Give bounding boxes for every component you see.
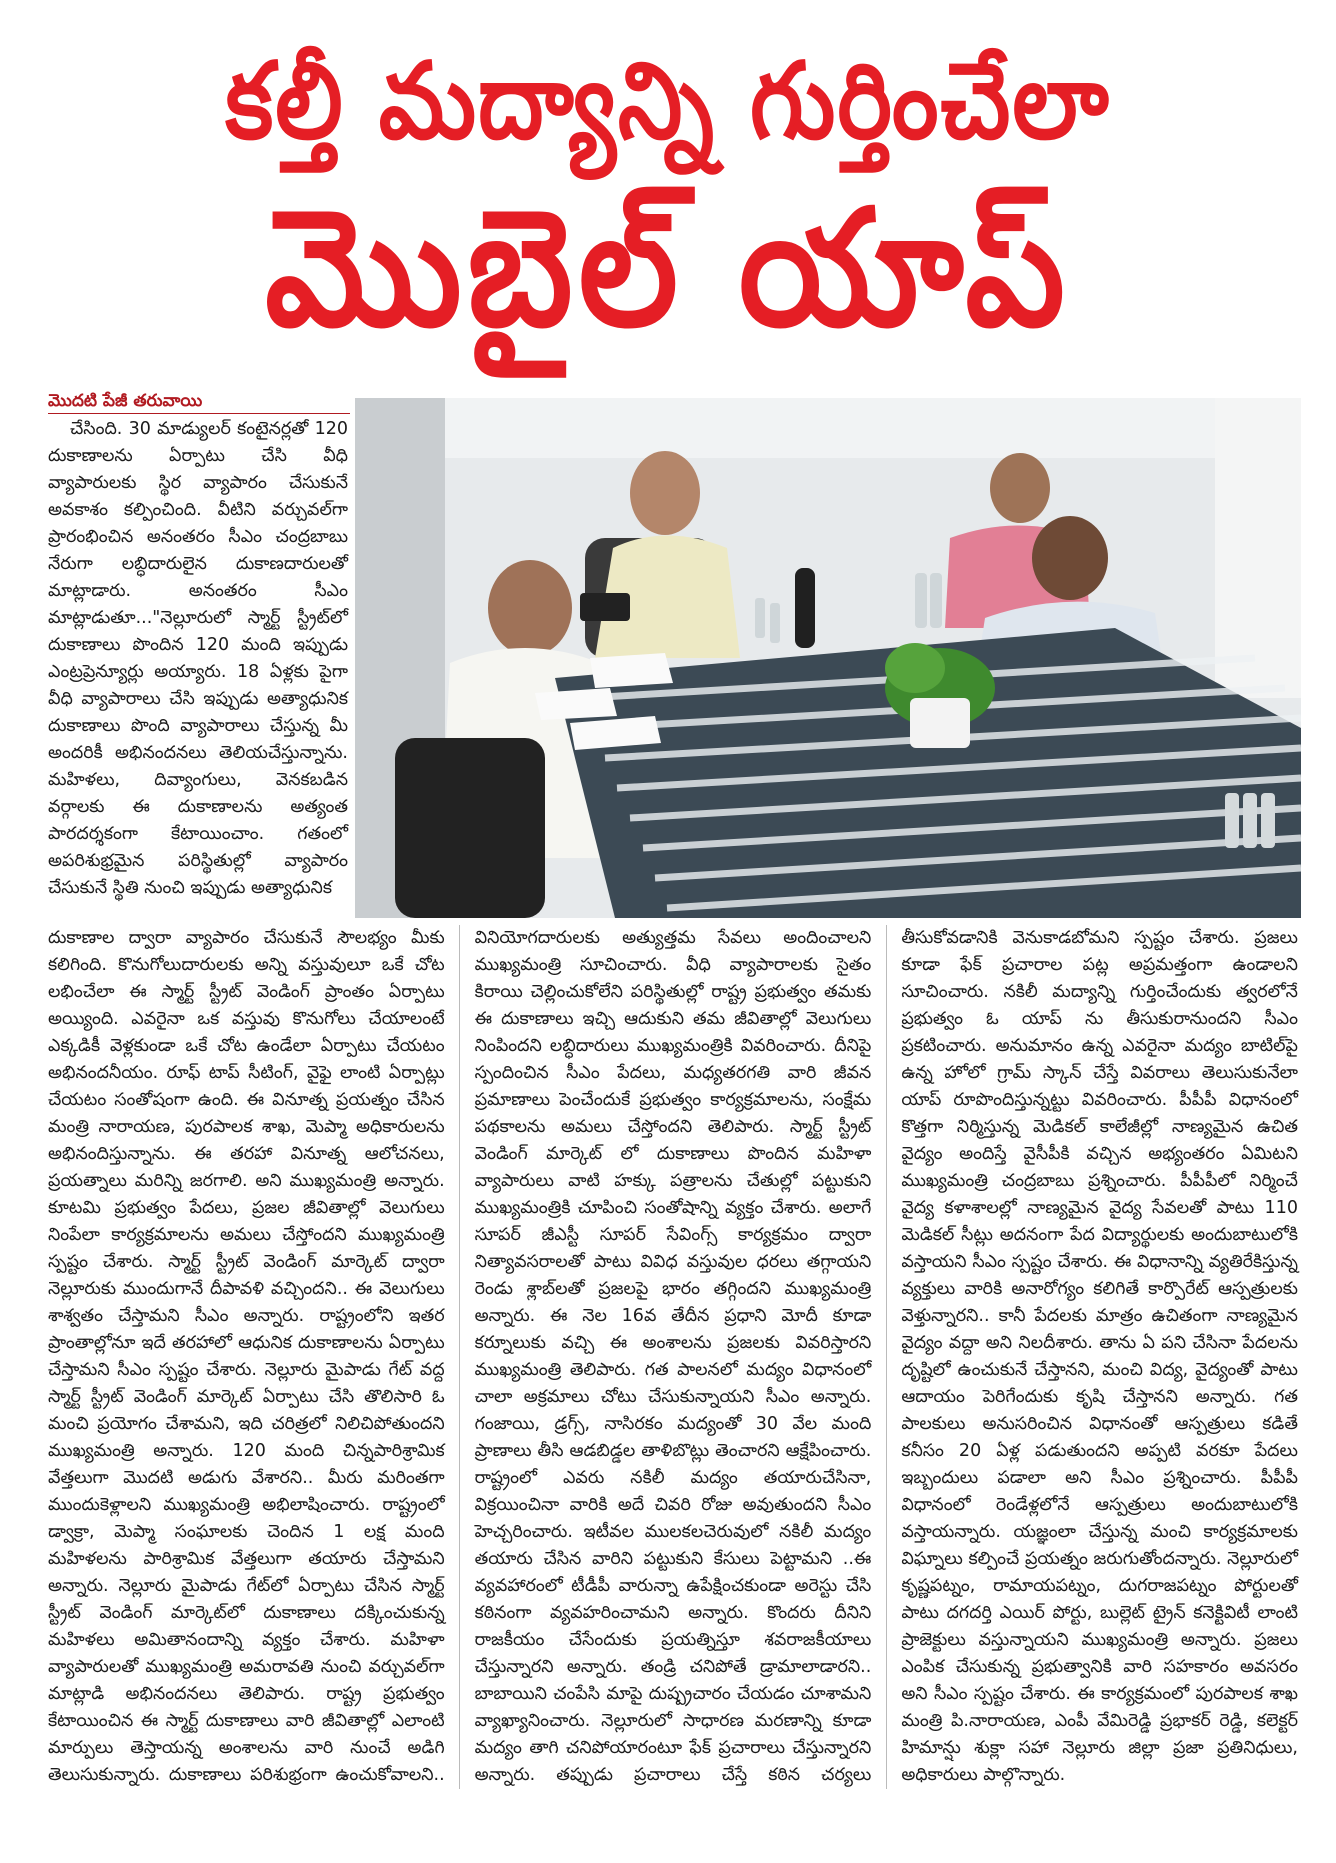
article-columns [48, 925, 1298, 1789]
article-column-intro [48, 416, 348, 902]
article-paragraph-main: దుకాణాల ద్వారా వ్యాపారం చేసుకునే సౌలభ్యం మీకు కలిగింది. కొనుగోలుదారులకు అన్ని వస్తువులూ ఒకే చోట లభించేలా ఈ స్మార్ట్ స్ట్రీట్ వెండింగ్ ప్రాంతం ఏర్పాటు అయ్యింది. ఎవరైనా ఒక వస్తువు కొనుగోలు చేయాలంటే ఎక్కడికీ వెళ్లకుండా ఒకే చోట ఉండేలా ఏర్పాటు చేయటం అభినందనీయం. రూఫ్ టాప్ సీటింగ్, వైఫై లాంటి ఏర్పాట్లు చేయటం సంతోషంగా ఉంది. ఈ వినూత్న ప్రయత్నం చేసిన మంత్రి నారాయణ, పురపాలక శాఖ, మెప్మా అధికారులను అభినందిస్తున్నాను. ఈ తరహా వినూత్న ఆలోచనలు, ప్రయత్నాలు మరిన్ని జరగాలి. అని ముఖ్యమంత్రి అన్నారు. కూటమి ప్రభుత్వం పేదలు, ప్రజల జీవితాల్లో వెలుగులు నింపేలా కార్యక్రమాలను అమలు చేస్తోందని ముఖ్యమంత్రి స్పష్టం చేశారు. స్మార్ట్ స్ట్రీట్ వెండింగ్ మార్కెట్ ద్వారా నెల్లూరుకు ముందుగానే దీపావళి వచ్చిందని.. ఈ వెలుగులు శాశ్వతం చేస్తామని సీఎం అన్నారు. రాష్ట్రంలోని ఇతర ప్రాంతాల్లోనూ ఇదే తరహాలో ఆధునిక దుకాణాలను ఏర్పాటు చేస్తామని సీఎం స్పష్టం చేశారు. నెల్లూరు మైపాడు గేట్ వద్ద స్మార్ట్ స్ట్రీట్ వెండింగ్ మార్కెట్ ఏర్పాటు చేసి తొలిసారి ఓ మంచి ప్రయోగం చేశామని, ఇది చరిత్రలో నిలిచిపోతుందని ముఖ్యమంత్రి అన్నారు. 120 మంది చిన్నపారిశ్రామిక వేత్తలుగా మొదటి అడుగు వేశారని.. మీరు మరింతగా ముందుకెళ్లాలని ముఖ్యమంత్రి అభిలాషించారు. రాష్ట్రంలో డ్వాక్రా, మెప్మా సంఘాలకు చెందిన 1 లక్ష మంది మహిళలను పారిశ్రామిక వేత్తలుగా తయారు చేస్తామని అన్నారు. నెల్లూరు మైపాడు గేట్‌లో ఏర్పాటు చేసిన స్మార్ట్ స్ట్రీట్ వెండింగ్ మార్కెట్‌లో దుకాణాలు దక్కించుకున్న మహిళలు అమితానందాన్ని వ్యక్తం చేశారు. మహిళా వ్యాపారులతో ముఖ్యమంత్రి అమరావతి నుంచి వర్చువల్‌గా మాట్లాడి అభినందనలు తెలిపారు. రాష్ట్ర ప్రభుత్వం కేటాయించిన ఈ స్మార్ట్ దుకాణాలు వారి జీవితాల్లో ఎలాంటి మార్పులు తెస్తాయన్న అంశాలను వారి నుంచే అడిగి తెలుసుకున్నారు. దుకాణాలు పరిశుభ్రంగా ఉంచుకోవాలని.. వినియోగదారులకు అత్యుత్తమ సేవలు అందించాలని ముఖ్యమంత్రి సూచించారు. వీధి వ్యాపారాలకు సైతం కిరాయి చెల్లించుకోలేని పరిస్థితుల్లో రాష్ట్ర ప్రభుత్వం తమకు ఈ దుకాణాలు ఇచ్చి ఆదుకుని తమ జీవితాల్లో వెలుగులు నింపిందని లబ్ధిదారులు ముఖ్యమంత్రికి వివరించారు. దీనిపై స్పందించిన సీఎం పేదలు, మధ్యతరగతి వారి జీవన ప్రమాణాలు పెంచేందుకే ప్రభుత్వం కార్యక్రమాలను, సంక్షేమ పథకాలను అమలు చేస్తోందని తెలిపారు. స్మార్ట్ స్ట్రీట్ వెండింగ్ మార్కెట్ లో దుకాణాలు పొందిన మహిళా వ్యాపారులు వాటి హక్కు పత్రాలను చేతుల్లో పట్టుకుని ముఖ్యమంత్రికి చూపించి సంతోషాన్ని వ్యక్తం చేశారు. అలాగే సూపర్ జీఎస్టీ సూపర్ సేవింగ్స్ కార్యక్రమం ద్వారా నిత్యావసరాలతో పాటు వివిధ వస్తువుల ధరలు తగ్గాయని రెండు శ్లాబ్‌లతో ప్రజలపై భారం తగ్గిందని ముఖ్యమంత్రి అన్నారు. ఈ నెల 16వ తేదీన ప్రధాని మోదీ కూడా కర్నూలుకు వచ్చి ఈ అంశాలను ప్రజలకు వివరిస్తారని ముఖ్యమంత్రి తెలిపారు. గత పాలనలో మద్యం విధానంలో చాలా అక్రమాలు చోటు చేసుకున్నాయని సీఎం అన్నారు. గంజాయి, డ్రగ్స్, నాసిరకం మద్యంతో 30 వేల మంది ప్రాణాలు తీసి ఆడబిడ్డల తాళిబొట్లు తెంచారని ఆక్షేపించారు. రాష్ట్రంలో ఎవరు నకిలీ మద్యం తయారుచేసినా, విక్రయించినా వారికి అదే చివరి రోజు అవుతుందని సీఎం హెచ్చరించారు. ఇటీవల ములకలచెరువులో నకిలీ మద్యం తయారు చేసిన వారిని పట్టుకుని కేసులు పెట్టామని ..ఈ వ్యవహారంలో టీడీపీ వారున్నా ఉపేక్షించకుండా అరెస్టు చేసి కఠినంగా వ్యవహరించామని అన్నారు. కొందరు దీనిని రాజకీయం చేసేందుకు ప్రయత్నిస్తూ శవరాజకీయాలు చేస్తున్నారని అన్నారు. తండ్రి చనిపోతే డ్రామాలాడారని.. బాబాయిని చంపేసి మాపై దుష్ప్రచారం చేయడం చూశామని వ్యాఖ్యానించారు. నెల్లూరులో సాధారణ మరణాన్ని కూడా మద్యం తాగి చనిపోయారంటూ ఫేక్ ప్రచారాలు చేస్తున్నారని అన్నారు. తప్పుడు ప్రచారాలు చేస్తే కఠిన చర్యలు తీసుకోవడానికి వెనుకాడబోమని స్పష్టం చేశారు. ప్రజలు కూడా ఫేక్ ప్రచారాల పట్ల అప్రమత్తంగా ఉండాలని సూచించారు. నకిలీ మద్యాన్ని గుర్తించేందుకు త్వరలోనే ప్రభుత్వం ఓ యాప్ ను తీసుకురానుందని సీఎం ప్రకటించారు. అనుమానం ఉన్న ఎవరైనా మద్యం బాటిల్‌పై ఉన్న హోలో గ్రామ్ స్కాన్ చేస్తే వివరాలు తెలుసుకునేలా యాప్ రూపొందిస్తున్నట్టు వివరించారు. పీపీపీ విధానంలో కొత్తగా నిర్మిస్తున్న మెడికల్ కాలేజీల్లో నాణ్యమైన ఉచిత వైద్యం అందిస్తే వైసీపీకి వచ్చిన అభ్యంతరం ఏమిటని ముఖ్యమంత్రి చంద్రబాబు ప్రశ్నించారు. పీపీపీలో నిర్మించే వైద్య కళాశాలల్లో నాణ్యమైన వైద్య సేవలతో పాటు 110 మెడికల్ సీట్లు అదనంగా పేద విద్యార్థులకు అందుబాటులోకి వస్తాయని సీఎం స్పష్టం చేశారు. ఈ విధానాన్ని వ్యతిరేకిస్తున్న వ్యక్తులు వారికి అనారోగ్యం కలిగితే కార్పొరేట్ ఆస్పత్రులకు వెళ్తున్నారని.. కానీ పేదలకు మాత్రం ఉచితంగా నాణ్యమైన వైద్యం వద్దా అని నిలదీశారు. తాను ఏ పని చేసినా పేదలను దృష్టిలో ఉంచుకునే చేస్తానని, మంచి విద్య, వైద్యంతో పాటు ఆదాయం పెరిగేందుకు కృషి చేస్తానని అన్నారు. గత పాలకులు అనుసరించిన విధానంతో ఆస్పత్రులు కడితే కనీసం 20 ఏళ్ల పడుతుందని అప్పటి వరకూ పేదలు ఇబ్బందులు పడాలా అని సీఎం ప్రశ్నించారు. పీపీపీ విధానంలో రెండేళ్లలోనే ఆస్పత్రులు అందుబాటులోకి వస్తాయన్నారు. యజ్ఞంలా చేస్తున్న మంచి కార్యక్రమాలకు విఘ్నాలు కల్పించే ప్రయత్నం జరుగుతోందన్నారు. నెల్లూరులో కృష్ణపట్నం, రామాయపట్నం, దుగరాజపట్నం పోర్టులతో పాటు దగదర్తి ఎయిర్ పోర్టు, బుల్లెట్ ట్రైన్ కనెక్టివిటీ లాంటి ప్రాజెక్టులు వస్తున్నాయని ముఖ్యమంత్రి అన్నారు. ప్రజలు ఎంపిక చేసుకున్న ప్రభుత్వానికి వారి సహకారం అవసరం అని సీఎం స్పష్టం చేశారు. ఈ కార్యక్రమంలో పురపాలక శాఖ మంత్రి పి.నారాయణ, ఎంపీ వేమిరెడ్డి ప్రభాకర్ రెడ్డి, కలెక్టర్ హిమాన్షు శుక్లా సహా నెల్లూరు జిల్లా ప్రజా ప్రతినిధులు, అధికారులు పాల్గొన్నారు. [48, 928, 1298, 1785]
continued-kicker: మొదటి పేజీ తరువాయి [48, 391, 203, 411]
kicker-underline [48, 413, 350, 414]
headline-line-1: కల్తీ మద్యాన్ని గుర్తించేలా [225, 39, 1111, 163]
meeting-photo [355, 398, 1301, 918]
article-paragraph-intro: చేసింది. 30 మాడ్యులర్ కంటైనర్లతో 120 దుకాణాలను ఏర్పాటు చేసి వీధి వ్యాపారులకు స్థిర వ్యాపారం చేసుకునే అవకాశం కల్పించింది. వీటిని వర్చువల్‌గా ప్రారంభించిన అనంతరం సీఎం చంద్రబాబు నేరుగా లబ్ధిదారులైన దుకాణదారులతో మాట్లాడారు. అనంతరం సీఎం మాట్లాడుతూ..."నెల్లూరులో స్మార్ట్ స్ట్రీట్‌లో దుకాణాలు పొందిన 120 మంది ఇప్పుడు ఎంట్రప్రెన్యూర్లు అయ్యారు. 18 ఏళ్లకు పైగా వీధి వ్యాపారాలు చేసి ఇప్పుడు అత్యాధునిక దుకాణాలు పొంది వ్యాపారాలు చేస్తున్న మీ అందరికీ అభినందనలు తెలియచేస్తున్నాను. మహిళలు, దివ్యాంగులు, వెనకబడిన వర్గాలకు ఈ దుకాణాలను అత్యంత పారదర్శకంగా కేటాయించాం. గతంలో అపరిశుభ్రమైన పరిస్థితుల్లో వ్యాపారం చేసుకునే స్థితి నుంచి ఇప్పుడు అత్యాధునిక [48, 419, 348, 898]
photo-icon [355, 398, 1301, 918]
headline-line-2: మొబైల్ యాప్ [265, 175, 1071, 364]
